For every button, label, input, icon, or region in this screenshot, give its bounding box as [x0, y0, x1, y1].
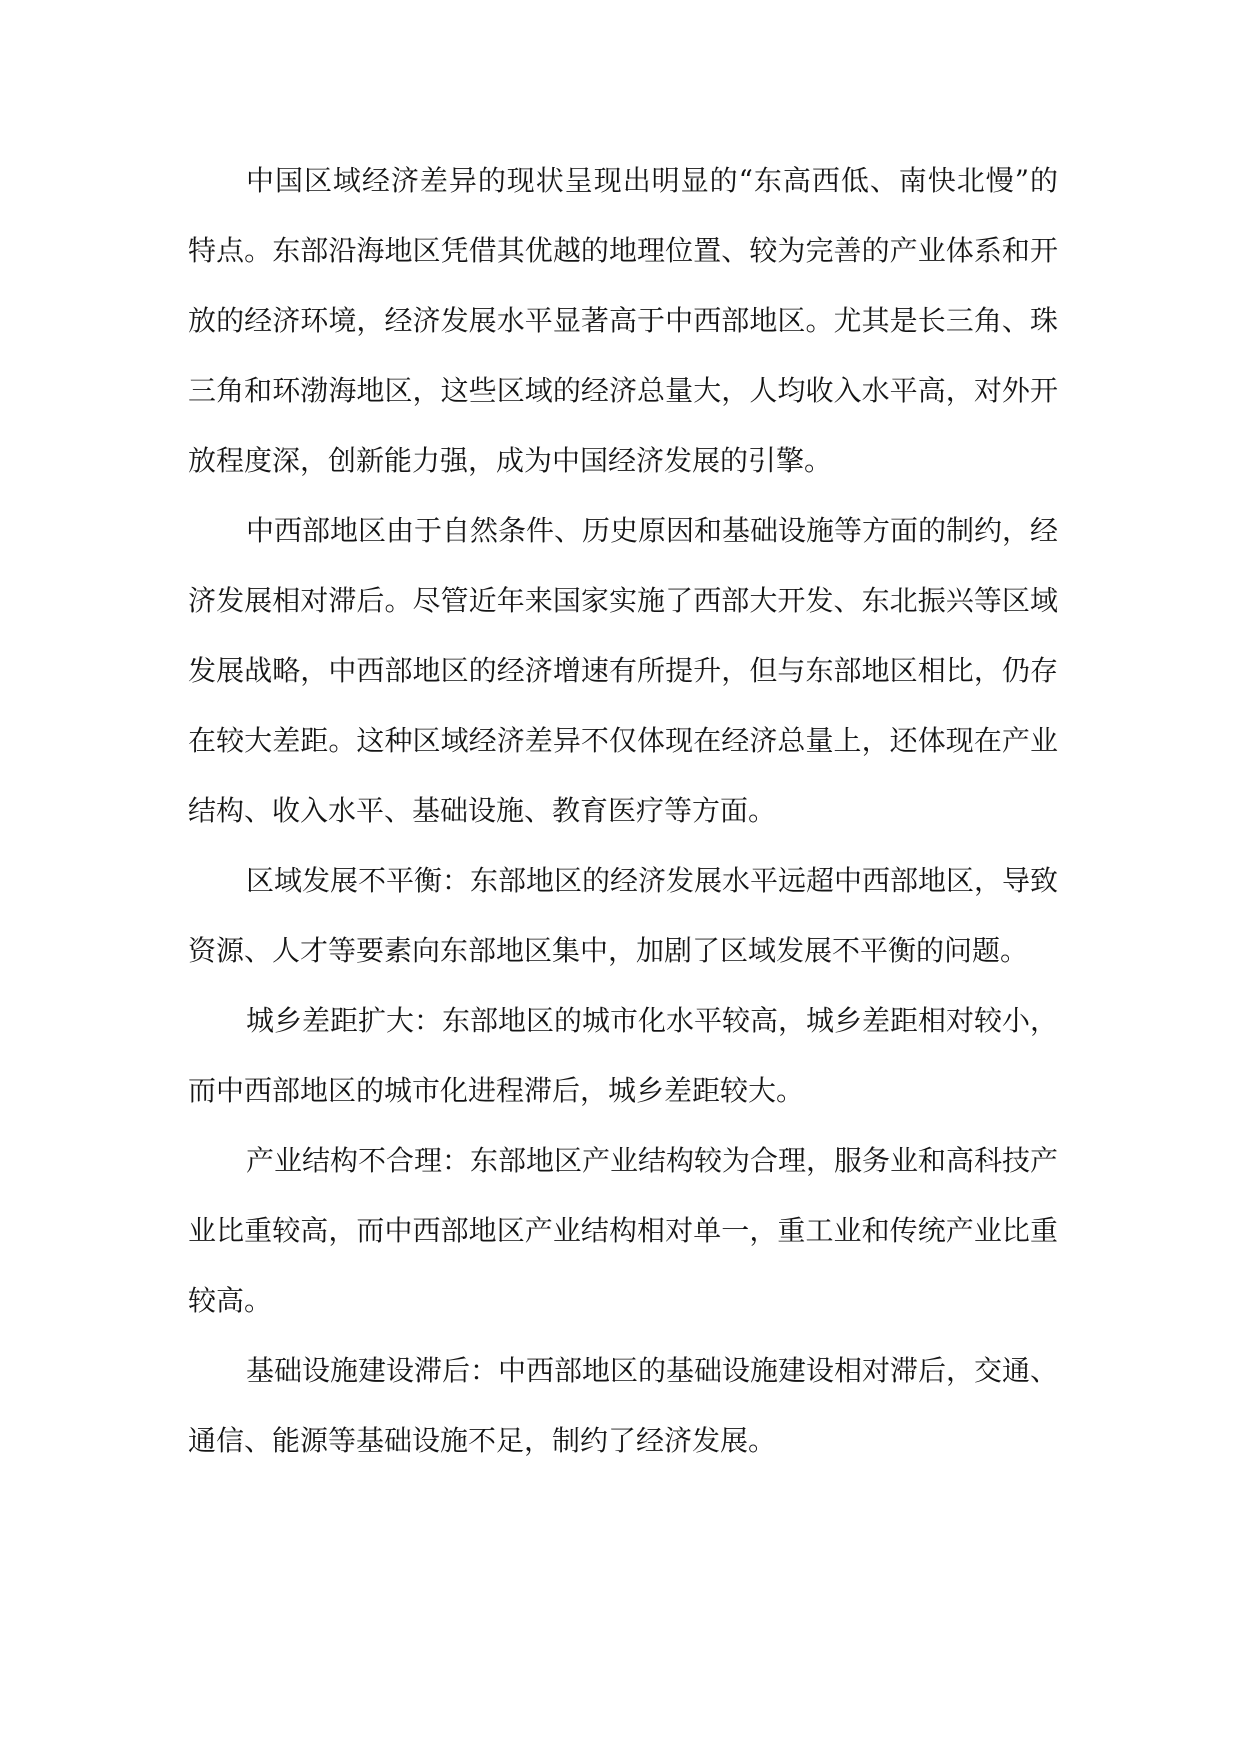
- paragraph-industrial-structure: 产业结构不合理：东部地区产业结构较为合理，服务业和高科技产业比重较高，而中西部地区产业结构相对单一，重工业和传统产业比重较高。: [188, 1144, 1059, 1317]
- document-body: [188, 146, 1058, 1476]
- paragraph-regional-disparity-status: 中国区域经济差异的现状呈现出明显的“东高西低、南快北慢”的特点。东部沿海地区凭借其优越的地理位置、较为完善的产业体系和开放的经济环境，经济发展水平显著高于中西部地区。尤其是长三角、珠三角和环渤海地区，这些区域的经济总量大，人均收入水平高，对外开放程度深，创新能力强，成为中国经济发展的引擎。: [188, 164, 1058, 477]
- paragraph-infrastructure-lag: 基础设施建设滞后：中西部地区的基础设施建设相对滞后，交通、通信、能源等基础设施不足，制约了经济发展。: [188, 1354, 1059, 1457]
- paragraph-central-western-lag: 中西部地区由于自然条件、历史原因和基础设施等方面的制约，经济发展相对滞后。尽管近年来国家实施了西部大开发、东北振兴等区域发展战略，中西部地区的经济增速有所提升，但与东部地区相比，仍存在较大差距。这种区域经济差异不仅体现在经济总量上，还体现在产业结构、收入水平、基础设施、教育医疗等方面。: [188, 514, 1059, 827]
- paragraph-urban-rural-gap: 城乡差距扩大：东部地区的城市化水平较高，城乡差距相对较小，而中西部地区的城市化进程滞后，城乡差距较大。: [188, 1004, 1059, 1107]
- paragraph-unbalanced-development: 区域发展不平衡：东部地区的经济发展水平远超中西部地区，导致资源、人才等要素向东部地区集中，加剧了区域发展不平衡的问题。: [188, 864, 1059, 967]
